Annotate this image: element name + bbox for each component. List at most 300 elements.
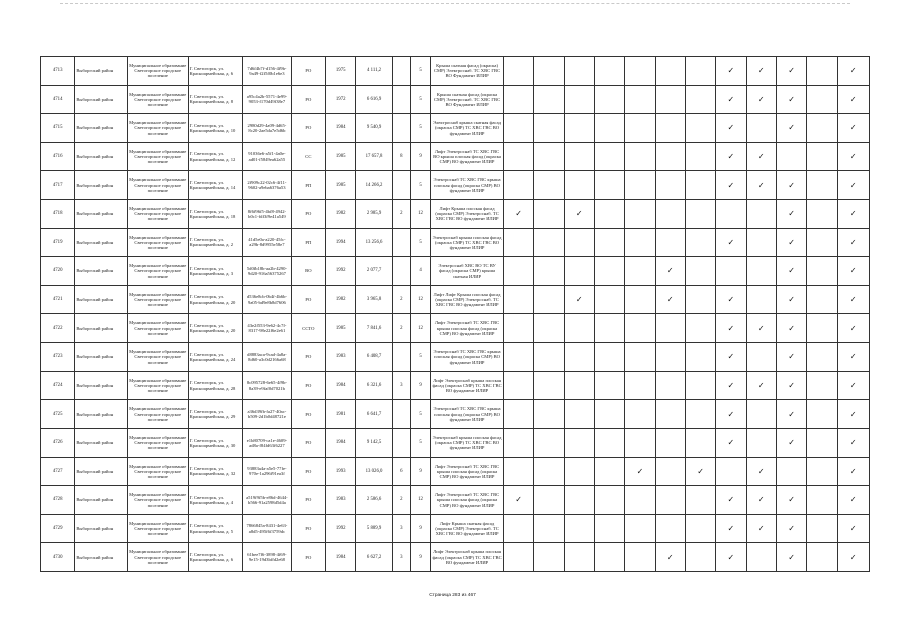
- check-mark: ✓: [776, 343, 806, 372]
- empty-cell: [807, 514, 837, 543]
- empty-cell: [625, 314, 655, 343]
- wall-material-cell: РО: [291, 285, 325, 314]
- fias-code-cell: 43e2f553-9e62-4c7f-8317-98e22f6e2e61: [243, 314, 292, 343]
- empty-cell: [685, 486, 715, 515]
- check-mark: ✓: [837, 257, 869, 286]
- year-cell: 1981: [326, 400, 356, 429]
- check-mark: ✓: [776, 85, 806, 114]
- empty-cell: [625, 57, 655, 86]
- empty-cell: [534, 142, 564, 171]
- empty-cell: [807, 142, 837, 171]
- fias-code-cell: d536e8cb-0b4f-4b6b-9a05-bd9e8b8d7606: [243, 285, 292, 314]
- empty-cell: [625, 371, 655, 400]
- year-cell: 1983: [326, 343, 356, 372]
- empty-cell: [625, 343, 655, 372]
- entrances-cell: 9: [410, 142, 430, 171]
- works-cell: Электроснаб крыша плоская фасад (окраска СМР) ТС ХВС ГВС ВО фундамент ИЛИР: [431, 228, 504, 257]
- empty-cell: [655, 400, 685, 429]
- check-mark: ✓: [716, 285, 746, 314]
- empty-cell: [655, 343, 685, 372]
- empty-cell: [746, 200, 776, 229]
- works-cell: Электроснаб ТС ХВС ГВС крыша плоская фасад (окраска СМР) ВО фундамент ИЛИР: [431, 171, 504, 200]
- fias-code-cell: a36d39fb-fa27-40ac-b509-2d1b0d48721e: [243, 400, 292, 429]
- check-mark: ✓: [716, 314, 746, 343]
- empty-cell: [685, 257, 715, 286]
- floors-cell: 2: [392, 486, 410, 515]
- area-cell: 6 408,7: [356, 343, 392, 372]
- district-cell: Выборгский район: [75, 400, 128, 429]
- check-mark: ✓: [716, 57, 746, 86]
- check-mark: ✓: [837, 428, 869, 457]
- district-cell: Выборгский район: [75, 428, 128, 457]
- check-mark: ✓: [837, 400, 869, 429]
- empty-cell: [625, 142, 655, 171]
- check-mark: ✓: [776, 285, 806, 314]
- check-mark: ✓: [776, 200, 806, 229]
- check-mark: ✓: [837, 514, 869, 543]
- table-row: [41, 400, 870, 429]
- check-mark: ✓: [837, 314, 869, 343]
- wall-material-cell: РО: [291, 200, 325, 229]
- municipality-cell: Муниципальное образование Светогорское городское поселение: [127, 400, 188, 429]
- fias-code-cell: 8c095728-6e65-4f9b-8a39-e9faf0d7021b: [243, 371, 292, 400]
- check-mark: ✓: [837, 228, 869, 257]
- empty-cell: [625, 486, 655, 515]
- empty-cell: [564, 171, 594, 200]
- row-number: 4726: [41, 428, 75, 457]
- check-mark: ✓: [837, 57, 869, 86]
- district-cell: Выборгский район: [75, 514, 128, 543]
- empty-cell: [594, 114, 624, 143]
- empty-cell: [655, 200, 685, 229]
- address-cell: Г. Светогорск, ул. Красноармейская, д. 10: [188, 114, 243, 143]
- year-cell: 1984: [326, 428, 356, 457]
- area-cell: 6 627,2: [356, 543, 392, 572]
- table-row: [41, 428, 870, 457]
- check-mark: ✓: [716, 171, 746, 200]
- empty-cell: [534, 400, 564, 429]
- check-mark: ✓: [716, 85, 746, 114]
- year-cell: 1993: [326, 457, 356, 486]
- entrances-cell: 5: [410, 85, 430, 114]
- empty-cell: [746, 343, 776, 372]
- wall-material-cell: РО: [291, 371, 325, 400]
- empty-cell: [625, 400, 655, 429]
- area-cell: 6 321,6: [356, 371, 392, 400]
- floors-cell: [392, 428, 410, 457]
- empty-cell: [594, 428, 624, 457]
- empty-cell: [503, 514, 533, 543]
- empty-cell: [564, 85, 594, 114]
- empty-cell: [564, 457, 594, 486]
- district-cell: Выборгский район: [75, 114, 128, 143]
- entrances-cell: 9: [410, 457, 430, 486]
- floors-cell: 2: [392, 200, 410, 229]
- empty-cell: [746, 400, 776, 429]
- works-cell: Крыша скатная фасад (окраска СМР) Электроснаб. ТС ХВС ГВС ВО Фундамент ИЛИР: [431, 85, 504, 114]
- floors-cell: [392, 114, 410, 143]
- empty-cell: [625, 257, 655, 286]
- table-row: [41, 486, 870, 515]
- row-number: 4714: [41, 85, 75, 114]
- page-footer: Страница 283 из 467: [429, 593, 476, 598]
- district-cell: Выборгский район: [75, 314, 128, 343]
- check-mark: ✓: [503, 200, 533, 229]
- wall-material-cell: РО: [291, 514, 325, 543]
- floors-cell: [392, 85, 410, 114]
- row-number: 4720: [41, 257, 75, 286]
- empty-cell: [685, 514, 715, 543]
- entrances-cell: 5: [410, 428, 430, 457]
- empty-cell: [655, 85, 685, 114]
- floors-cell: 3: [392, 371, 410, 400]
- empty-cell: [655, 314, 685, 343]
- check-mark: ✓: [746, 85, 776, 114]
- entrances-cell: 5: [410, 57, 430, 86]
- fias-code-cell: d8883aca-9cad-4a8a-8d60-a3c0d2166a68: [243, 343, 292, 372]
- empty-cell: [534, 285, 564, 314]
- empty-cell: [594, 257, 624, 286]
- empty-cell: [503, 343, 533, 372]
- works-cell: Электроснаб ТС ХВС ГВС крыша плоская фасад (окраска СМР) ВО фундамент ИЛИР: [431, 400, 504, 429]
- works-cell: Крыша скатная фасад (окраска) СМР) Электроснаб. ТС ХВС ГВС ВО Фундамент ИЛИР: [431, 57, 504, 86]
- empty-cell: [685, 285, 715, 314]
- check-mark: ✓: [746, 314, 776, 343]
- empty-cell: [655, 457, 685, 486]
- district-cell: Выборгский район: [75, 285, 128, 314]
- works-cell: Электроснаб ХВС ВО ТС ВУ фасад (окраска СМР) крыша скатная ИЛИР: [431, 257, 504, 286]
- empty-cell: [503, 57, 533, 86]
- empty-cell: [534, 171, 564, 200]
- wall-material-cell: РО: [291, 85, 325, 114]
- works-cell: Лифт Электроснаб ТС ХВС ГВС ВО крыша плоская фасад (окраска СМР) ВО фундамент ИЛИР: [431, 142, 504, 171]
- row-number: 4722: [41, 314, 75, 343]
- empty-cell: [807, 486, 837, 515]
- municipality-cell: Муниципальное образование Светогорское городское поселение: [127, 171, 188, 200]
- check-mark: ✓: [655, 543, 685, 572]
- floors-cell: [392, 171, 410, 200]
- check-mark: ✓: [776, 486, 806, 515]
- empty-cell: [746, 285, 776, 314]
- check-mark: ✓: [776, 428, 806, 457]
- municipality-cell: Муниципальное образование Светогорское городское поселение: [127, 200, 188, 229]
- empty-cell: [716, 457, 746, 486]
- fias-code-cell: 61bee7f6-3898-4f69-9e15-19d3bffd2e68: [243, 543, 292, 572]
- empty-cell: [534, 257, 564, 286]
- empty-cell: [776, 457, 806, 486]
- empty-cell: [625, 171, 655, 200]
- area-cell: 4 111,2: [356, 57, 392, 86]
- empty-cell: [594, 142, 624, 171]
- check-mark: ✓: [564, 285, 594, 314]
- works-cell: Электроснаб ТС ХВС ГВС крыша плоская фасад (окраска СМР) ВО фундамент ИЛИР: [431, 343, 504, 372]
- address-cell: Г. Светогорск, ул. Красноармейская, д. 5: [188, 514, 243, 543]
- entrances-cell: 12: [410, 285, 430, 314]
- check-mark: ✓: [776, 228, 806, 257]
- row-number: 4716: [41, 142, 75, 171]
- area-cell: 9 540,9: [356, 114, 392, 143]
- empty-cell: [685, 57, 715, 86]
- table-row: [41, 114, 870, 143]
- check-mark: ✓: [746, 371, 776, 400]
- empty-cell: [807, 428, 837, 457]
- empty-cell: [625, 514, 655, 543]
- wall-material-cell: РО: [291, 428, 325, 457]
- municipality-cell: Муниципальное образование Светогорское городское поселение: [127, 285, 188, 314]
- fias-code-cell: 91036e6-a5f1-4a0e-ad01-f5849ea62a55: [243, 142, 292, 171]
- municipality-cell: Муниципальное образование Светогорское городское поселение: [127, 486, 188, 515]
- empty-cell: [503, 400, 533, 429]
- empty-cell: [534, 343, 564, 372]
- empty-cell: [594, 343, 624, 372]
- check-mark: ✓: [837, 543, 869, 572]
- year-cell: 1984: [326, 543, 356, 572]
- fias-code-cell: e1b80709-ca1e-4609-ad8a-f84fd63f6227: [243, 428, 292, 457]
- area-cell: 9 142,5: [356, 428, 392, 457]
- area-cell: 13 256,6: [356, 228, 392, 257]
- works-cell: Лифт Крыша скатная фасад (окраска СМР) Электроснаб. ТС ХВС ГВС ВО фундамент ИЛИР: [431, 514, 504, 543]
- empty-cell: [685, 343, 715, 372]
- entrances-cell: 5: [410, 228, 430, 257]
- empty-cell: [807, 314, 837, 343]
- scan-edge: [60, 3, 850, 5]
- year-cell: 1992: [326, 257, 356, 286]
- check-mark: ✓: [837, 457, 869, 486]
- floors-cell: 3: [392, 514, 410, 543]
- empty-cell: [594, 486, 624, 515]
- check-mark: ✓: [716, 428, 746, 457]
- row-number: 4721: [41, 285, 75, 314]
- empty-cell: [746, 114, 776, 143]
- empty-cell: [564, 371, 594, 400]
- row-number: 4717: [41, 171, 75, 200]
- empty-cell: [807, 114, 837, 143]
- table-row: [41, 200, 870, 229]
- check-mark: ✓: [776, 514, 806, 543]
- district-cell: Выборгский район: [75, 543, 128, 572]
- row-number: 4723: [41, 343, 75, 372]
- empty-cell: [503, 257, 533, 286]
- empty-cell: [594, 514, 624, 543]
- district-cell: Выборгский район: [75, 486, 128, 515]
- address-cell: Г. Светогорск, ул. Красноармейская, д. 20: [188, 285, 243, 314]
- empty-cell: [503, 371, 533, 400]
- check-mark: ✓: [837, 200, 869, 229]
- empty-cell: [534, 457, 564, 486]
- table-row: [41, 142, 870, 171]
- municipality-cell: Муниципальное образование Светогорское городское поселение: [127, 57, 188, 86]
- empty-cell: [534, 314, 564, 343]
- address-cell: Г. Светогорск, ул. Красноармейская, д. 29: [188, 400, 243, 429]
- district-cell: Выборгский район: [75, 371, 128, 400]
- empty-cell: [594, 543, 624, 572]
- empty-cell: [655, 428, 685, 457]
- area-cell: 2 985,9: [356, 200, 392, 229]
- empty-cell: [746, 543, 776, 572]
- check-mark: ✓: [776, 171, 806, 200]
- works-cell: Лифт Электроснаб ТС ХВС ГВС крыша плоская фасад (окраска СМР) ВО фундамент ИЛИР: [431, 457, 504, 486]
- works-cell: Электроснаб крыша скатная фасад (окраска СМР) ТС ХВС ГВС ВО фундамент ИЛИР: [431, 114, 504, 143]
- wall-material-cell: РО: [291, 400, 325, 429]
- year-cell: 1982: [326, 200, 356, 229]
- area-cell: 2 077,7: [356, 257, 392, 286]
- empty-cell: [655, 114, 685, 143]
- empty-cell: [534, 514, 564, 543]
- empty-cell: [685, 142, 715, 171]
- check-mark: ✓: [716, 486, 746, 515]
- empty-cell: [807, 371, 837, 400]
- check-mark: ✓: [837, 171, 869, 200]
- floors-cell: [392, 343, 410, 372]
- empty-cell: [685, 400, 715, 429]
- floors-cell: [392, 257, 410, 286]
- table-row: [41, 228, 870, 257]
- empty-cell: [503, 314, 533, 343]
- check-mark: ✓: [716, 543, 746, 572]
- area-cell: 6 641,7: [356, 400, 392, 429]
- entrances-cell: 5: [410, 400, 430, 429]
- wall-material-cell: РО: [291, 457, 325, 486]
- empty-cell: [594, 200, 624, 229]
- empty-cell: [503, 543, 533, 572]
- empty-cell: [594, 228, 624, 257]
- entrances-cell: 5: [410, 114, 430, 143]
- check-mark: ✓: [837, 114, 869, 143]
- municipality-cell: Муниципальное образование Светогорское городское поселение: [127, 257, 188, 286]
- address-cell: Г. Светогорск, ул. Красноармейская, д. 12: [188, 142, 243, 171]
- empty-cell: [685, 85, 715, 114]
- area-cell: 7 841,6: [356, 314, 392, 343]
- entrances-cell: 12: [410, 200, 430, 229]
- row-number: 4730: [41, 543, 75, 572]
- empty-cell: [655, 371, 685, 400]
- check-mark: ✓: [503, 486, 533, 515]
- table-row: [41, 343, 870, 372]
- check-mark: ✓: [625, 457, 655, 486]
- municipality-cell: Муниципальное образование Светогорское городское поселение: [127, 514, 188, 543]
- wall-material-cell: РО: [291, 57, 325, 86]
- empty-cell: [564, 400, 594, 429]
- table-row: [41, 371, 870, 400]
- empty-cell: [685, 171, 715, 200]
- empty-cell: [503, 228, 533, 257]
- wall-material-cell: ССТО: [291, 314, 325, 343]
- empty-cell: [716, 200, 746, 229]
- fias-code-cell: a519f9f5b-e86d-4644-b566-91a2598d5d4a: [243, 486, 292, 515]
- address-cell: Г. Светогорск, ул. Красноармейская, д. 6: [188, 57, 243, 86]
- wall-material-cell: РП: [291, 171, 325, 200]
- empty-cell: [534, 371, 564, 400]
- row-number: 4727: [41, 457, 75, 486]
- empty-cell: [807, 343, 837, 372]
- empty-cell: [503, 142, 533, 171]
- check-mark: ✓: [716, 114, 746, 143]
- fias-code-cell: 93883a4a-a5e5-77fe-970e-1a296f91ea3f: [243, 457, 292, 486]
- address-cell: Г. Светогорск, ул. Красноармейская, д. 30: [188, 428, 243, 457]
- fias-code-cell: 8f6f96f5-4bf8-4942-b0c1-fdf3f9e41a549: [243, 200, 292, 229]
- empty-cell: [625, 200, 655, 229]
- empty-cell: [564, 428, 594, 457]
- floors-cell: [392, 228, 410, 257]
- district-cell: Выборгский район: [75, 257, 128, 286]
- check-mark: ✓: [837, 486, 869, 515]
- floors-cell: [392, 400, 410, 429]
- works-cell: Лифт Электроснаб крыша плоская фасад (окраска СМР) ТС ХВС ГВС ВО фундамент ИЛИР: [431, 371, 504, 400]
- empty-cell: [594, 285, 624, 314]
- empty-cell: [534, 85, 564, 114]
- works-cell: Лифт Крыша плоская фасад (окраска СМР) Электроснаб. ТС ХВС ГВС ВО фундамент ИЛИР: [431, 200, 504, 229]
- row-number: 4724: [41, 371, 75, 400]
- check-mark: ✓: [716, 400, 746, 429]
- check-mark: ✓: [564, 200, 594, 229]
- municipality-cell: Муниципальное образование Светогорское городское поселение: [127, 114, 188, 143]
- row-number: 4719: [41, 228, 75, 257]
- empty-cell: [625, 85, 655, 114]
- empty-cell: [776, 142, 806, 171]
- empty-cell: [807, 171, 837, 200]
- works-cell: Лифт Электроснаб крыша плоская фасад (окраска СМР) ТС ХВС ГВС ВО фундамент ИЛИР: [431, 543, 504, 572]
- empty-cell: [594, 171, 624, 200]
- wall-material-cell: ВО: [291, 257, 325, 286]
- year-cell: 1975: [326, 57, 356, 86]
- table-row: [41, 543, 870, 572]
- empty-cell: [655, 228, 685, 257]
- check-mark: ✓: [685, 457, 715, 486]
- fias-code-cell: 7866845a-8431-4e63-a8d5-495f6f3759dc: [243, 514, 292, 543]
- empty-cell: [685, 314, 715, 343]
- floors-cell: 6: [392, 457, 410, 486]
- empty-cell: [625, 285, 655, 314]
- fias-code-cell: 41d5e0a-a220-45fc-a29b-8d9955e58e7: [243, 228, 292, 257]
- empty-cell: [655, 142, 685, 171]
- check-mark: ✓: [746, 57, 776, 86]
- area-cell: 5 889,9: [356, 514, 392, 543]
- floors-cell: [392, 57, 410, 86]
- empty-cell: [564, 314, 594, 343]
- address-cell: Г. Светогорск, ул. Красноармейская, д. 32: [188, 457, 243, 486]
- entrances-cell: 9: [410, 371, 430, 400]
- empty-cell: [564, 57, 594, 86]
- empty-cell: [564, 257, 594, 286]
- empty-cell: [564, 228, 594, 257]
- district-cell: Выборгский район: [75, 457, 128, 486]
- district-cell: Выборгский район: [75, 142, 128, 171]
- address-cell: Г. Светогорск, ул. Красноармейская, д. 6: [188, 543, 243, 572]
- district-cell: Выборгский район: [75, 343, 128, 372]
- empty-cell: [503, 114, 533, 143]
- check-mark: ✓: [716, 343, 746, 372]
- year-cell: 1985: [326, 171, 356, 200]
- entrances-cell: 9: [410, 514, 430, 543]
- table-row: [41, 457, 870, 486]
- municipality-cell: Муниципальное образование Светогорское городское поселение: [127, 85, 188, 114]
- fias-code-cell: 2f909c22-02c6-4f11-9602-a9eba6376a53: [243, 171, 292, 200]
- empty-cell: [685, 114, 715, 143]
- year-cell: 1992: [326, 514, 356, 543]
- check-mark: ✓: [776, 114, 806, 143]
- table-row: [41, 257, 870, 286]
- empty-cell: [594, 371, 624, 400]
- empty-cell: [807, 57, 837, 86]
- address-cell: Г. Светогорск, ул. Красноармейская, д. 28: [188, 371, 243, 400]
- wall-material-cell: РО: [291, 343, 325, 372]
- row-number: 4728: [41, 486, 75, 515]
- municipality-cell: Муниципальное образование Светогорское городское поселение: [127, 142, 188, 171]
- district-cell: Выборгский район: [75, 228, 128, 257]
- empty-cell: [564, 543, 594, 572]
- check-mark: ✓: [776, 543, 806, 572]
- entrances-cell: 4: [410, 257, 430, 286]
